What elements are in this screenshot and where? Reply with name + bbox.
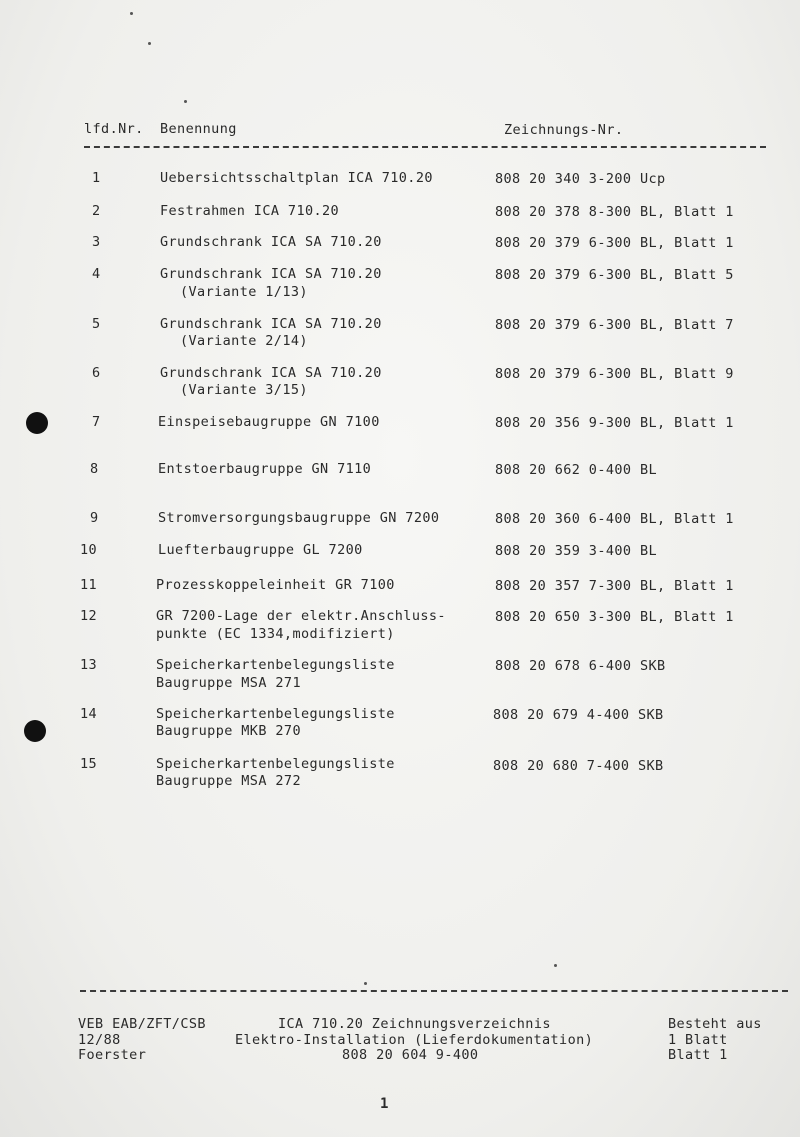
header-divider — [84, 146, 766, 148]
row-drawing: 808 20 340 3-200 Ucp — [495, 171, 666, 187]
row-number: 9 — [90, 510, 99, 526]
row-name: GR 7200-Lage der elektr.Anschluss- — [156, 608, 446, 624]
row-number: 6 — [92, 365, 101, 381]
footer-document-title: ICA 710.20 Zeichnungsverzeichnis — [278, 1016, 551, 1032]
row-drawing: 808 20 357 7-300 BL, Blatt 1 — [495, 578, 734, 594]
row-name: Luefterbaugruppe GL 7200 — [158, 542, 363, 558]
row-name: Einspeisebaugruppe GN 7100 — [158, 414, 380, 430]
row-number: 8 — [90, 461, 99, 477]
row-name-continued: Baugruppe MSA 271 — [156, 675, 301, 691]
row-name-continued: (Variante 1/13) — [180, 284, 308, 300]
footer-document-number: 808 20 604 9-400 — [342, 1047, 479, 1063]
footer-sheet-count-label: Besteht aus — [668, 1016, 762, 1032]
row-number: 1 — [92, 170, 101, 186]
row-number: 10 — [80, 542, 98, 558]
column-header-name: Benennung — [160, 121, 237, 137]
row-number: 12 — [80, 608, 98, 624]
row-name: Grundschrank ICA SA 710.20 — [160, 234, 382, 250]
footer-date: 12/88 — [78, 1032, 121, 1048]
column-header-nr: lfd.Nr. — [84, 121, 144, 137]
row-number: 15 — [80, 756, 98, 772]
row-number: 14 — [80, 706, 98, 722]
row-drawing: 808 20 662 0-400 BL — [495, 462, 658, 478]
column-header-drawing: Zeichnungs-Nr. — [504, 122, 624, 138]
row-drawing: 808 20 678 6-400 SKB — [495, 658, 666, 674]
row-name-continued: punkte (EC 1334,modifiziert) — [156, 626, 395, 642]
row-drawing: 808 20 650 3-300 BL, Blatt 1 — [495, 609, 734, 625]
row-drawing: 808 20 378 8-300 BL, Blatt 1 — [495, 204, 734, 220]
footer-document-subtitle: Elektro-Installation (Lieferdokumentation) — [235, 1032, 594, 1048]
row-name: Grundschrank ICA SA 710.20 — [160, 266, 382, 282]
row-drawing: 808 20 379 6-300 BL, Blatt 9 — [495, 366, 734, 382]
row-number: 13 — [80, 657, 98, 673]
speck — [148, 42, 151, 45]
row-name-continued: Baugruppe MSA 272 — [156, 773, 301, 789]
speck — [554, 964, 557, 967]
row-drawing: 808 20 379 6-300 BL, Blatt 5 — [495, 267, 734, 283]
row-number: 3 — [92, 234, 101, 250]
row-name: Speicherkartenbelegungsliste — [156, 657, 395, 673]
footer-sheet-number: Blatt 1 — [668, 1047, 728, 1063]
row-name: Stromversorgungsbaugruppe GN 7200 — [158, 510, 440, 526]
row-name-continued: Baugruppe MKB 270 — [156, 723, 301, 739]
row-name: Uebersichtsschaltplan ICA 710.20 — [160, 170, 433, 186]
row-name: Prozesskoppeleinheit GR 7100 — [156, 577, 395, 593]
row-name: Entstoerbaugruppe GN 7110 — [158, 461, 372, 477]
row-drawing: 808 20 679 4-400 SKB — [493, 707, 664, 723]
speck — [130, 12, 133, 15]
speck — [184, 100, 187, 103]
row-number: 5 — [92, 316, 101, 332]
row-drawing: 808 20 360 6-400 BL, Blatt 1 — [495, 511, 734, 527]
row-name: Speicherkartenbelegungsliste — [156, 756, 395, 772]
footer-sheet-count: 1 Blatt — [668, 1032, 728, 1048]
row-name: Grundschrank ICA SA 710.20 — [160, 365, 382, 381]
speck — [364, 982, 367, 985]
footer-organization: VEB EAB/ZFT/CSB — [78, 1016, 206, 1032]
row-name: Grundschrank ICA SA 710.20 — [160, 316, 382, 332]
row-number: 11 — [80, 577, 98, 593]
footer-author: Foerster — [78, 1047, 147, 1063]
footer-divider — [80, 990, 788, 992]
punch-hole-bottom — [24, 720, 46, 742]
row-name-continued: (Variante 3/15) — [180, 382, 308, 398]
row-drawing: 808 20 356 9-300 BL, Blatt 1 — [495, 415, 734, 431]
row-drawing: 808 20 379 6-300 BL, Blatt 7 — [495, 317, 734, 333]
row-number: 4 — [92, 266, 101, 282]
row-number: 7 — [92, 414, 101, 430]
row-drawing: 808 20 379 6-300 BL, Blatt 1 — [495, 235, 734, 251]
page-number: 1 — [380, 1096, 389, 1112]
row-drawing: 808 20 359 3-400 BL — [495, 543, 658, 559]
row-name: Festrahmen ICA 710.20 — [160, 203, 340, 219]
row-number: 2 — [92, 203, 101, 219]
row-name: Speicherkartenbelegungsliste — [156, 706, 395, 722]
row-drawing: 808 20 680 7-400 SKB — [493, 758, 664, 774]
punch-hole-top — [26, 412, 48, 434]
row-name-continued: (Variante 2/14) — [180, 333, 308, 349]
